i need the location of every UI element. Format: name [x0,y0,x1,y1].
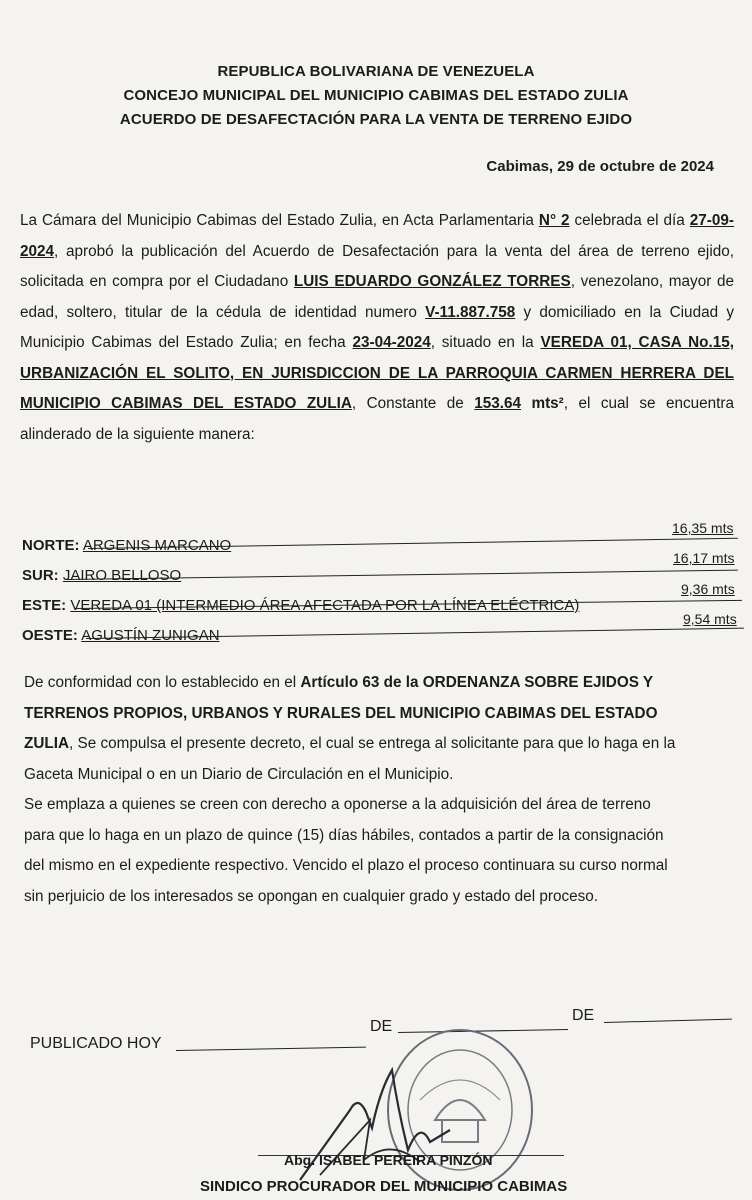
ordinance-name-end: ZULIA [24,735,70,752]
signatory-title: SINDICO PROCURADOR DEL MUNICIPIO CABIMAS [200,1178,568,1195]
date-line: Cabimas, 29 de octubre de 2024 [486,158,714,175]
boundary-label: NORTE: [22,537,80,554]
boundary-name: JAIRO BELLOSO [62,567,182,584]
article-reference: Artículo 63 de la ORDENANZA SOBRE EJIDOS Y [300,674,654,691]
published-year-blank [604,1019,732,1023]
intro-text: , el cual se encuentra alinderado de la siguiente manera: [20,395,734,443]
signature-icon [280,1050,540,1190]
published-label: PUBLICADO HOY [30,1035,162,1052]
boundary-label: SUR: [22,567,59,584]
header-line-1: REPUBLICA BOLIVARIANA DE VENEZUELA [217,63,535,80]
conformity-line: del mismo en el expediente respectivo. Vencido el plazo el proceso continuara su curso normal [24,857,668,874]
boundary-name: ARGENIS MARCANO [82,537,232,554]
intro-text: , situado en la [430,334,541,351]
acta-number: N° 2 [538,212,570,229]
boundary-east-measure: 9,36 mts [681,581,735,597]
intro-text: y domiciliado en la Ciudad y Municipio Cabimas del Estado Zulia; en fecha [20,303,734,351]
ordinance-name: TERRENOS PROPIOS, URBANOS Y RURALES DEL MUNICIPIO CABIMAS DEL ESTADO [24,704,658,722]
boundary-north [22,537,231,554]
conformity-text: De conformidad con lo establecido en el [24,674,301,691]
id-number: V-11.887.758 [425,303,516,321]
intro-paragraph [20,206,734,450]
boundary-name: VEREDA 01 (INTERMEDIO ÁREA AFECTADA POR LA LÍNEA ELÉCTRICA) [70,597,580,614]
conformity-line: Se emplaza a quienes se creen con derecho a oponerse a la adquisición del área de terreno [24,796,651,813]
boundary-west [22,627,220,644]
boundary-label: ESTE: [22,597,67,614]
request-date: 23-04-2024 [352,334,431,351]
conformity-line [24,668,752,699]
boundary-south [22,567,181,584]
published-de-1: DE [370,1018,393,1035]
conformity-line: para que lo haga en un plazo de quince (15) días hábiles, contados a partir de la consignación [24,826,664,844]
boundary-north-measure: 16,35 mts [672,520,734,536]
boundary-west-measure: 9,54 mts [683,611,737,627]
boundary-label: OESTE: [22,627,78,644]
intro-text: La Cámara del Municipio Cabimas del Estado Zulia, en Acta Parlamentaria [20,212,539,229]
intro-text: , aprobó la publicación del Acuerdo de Desafectación para la venta del área de terreno ejido, solicitada en compra por el Ciudadano [20,242,734,290]
boundary-south-measure: 16,17 mts [673,550,735,566]
conformity-line [24,729,752,760]
header-line-3: ACUERDO DE DESAFECTACIÓN PARA LA VENTA DE TERRENO EJIDO [119,111,633,128]
header-line-2: CONCEJO MUNICIPAL DEL MUNICIPIO CABIMAS DEL ESTADO ZULIA [123,87,629,104]
conformity-line: sin perjuicio de los interesados se opongan en cualquier grado y estado del proceso. [24,887,599,905]
applicant-name: LUIS EDUARDO GONZÁLEZ TORRES [293,273,571,290]
intro-text: , venezolano, mayor de edad, soltero, titular de la cédula de identidad numero [20,273,734,321]
property-location: VEREDA 01, CASA No.15, URBANIZACIÓN EL SOLITO, EN JURISDICCION DE LA PARROQUIA CARMEN HERRERA DEL MUNICIPIO CABIMAS DEL ESTADO ZULIA [20,334,734,412]
conformity-line [24,699,752,730]
intro-text: celebrada el día [569,212,690,229]
published-de-2: DE [572,1007,595,1024]
area-value: 153.64 [474,395,522,412]
signatory-name: Abg. ISABEL PEREIRA PINZÓN [284,1152,493,1168]
acta-date: 27-09-2024 [20,212,734,260]
conformity-paragraph [24,668,752,912]
boundary-east [22,597,579,614]
conformity-line: Gaceta Municipal o en un Diario de Circulación en el Municipio. [24,765,454,783]
area-unit: mts² [521,395,564,412]
boundary-name: AGUSTÍN ZUNIGAN [81,627,220,644]
intro-text: , Constante de [351,395,475,412]
conformity-text: , Se compulsa el presente decreto, el cual se entrega al solicitante para que lo haga en la [69,735,676,752]
